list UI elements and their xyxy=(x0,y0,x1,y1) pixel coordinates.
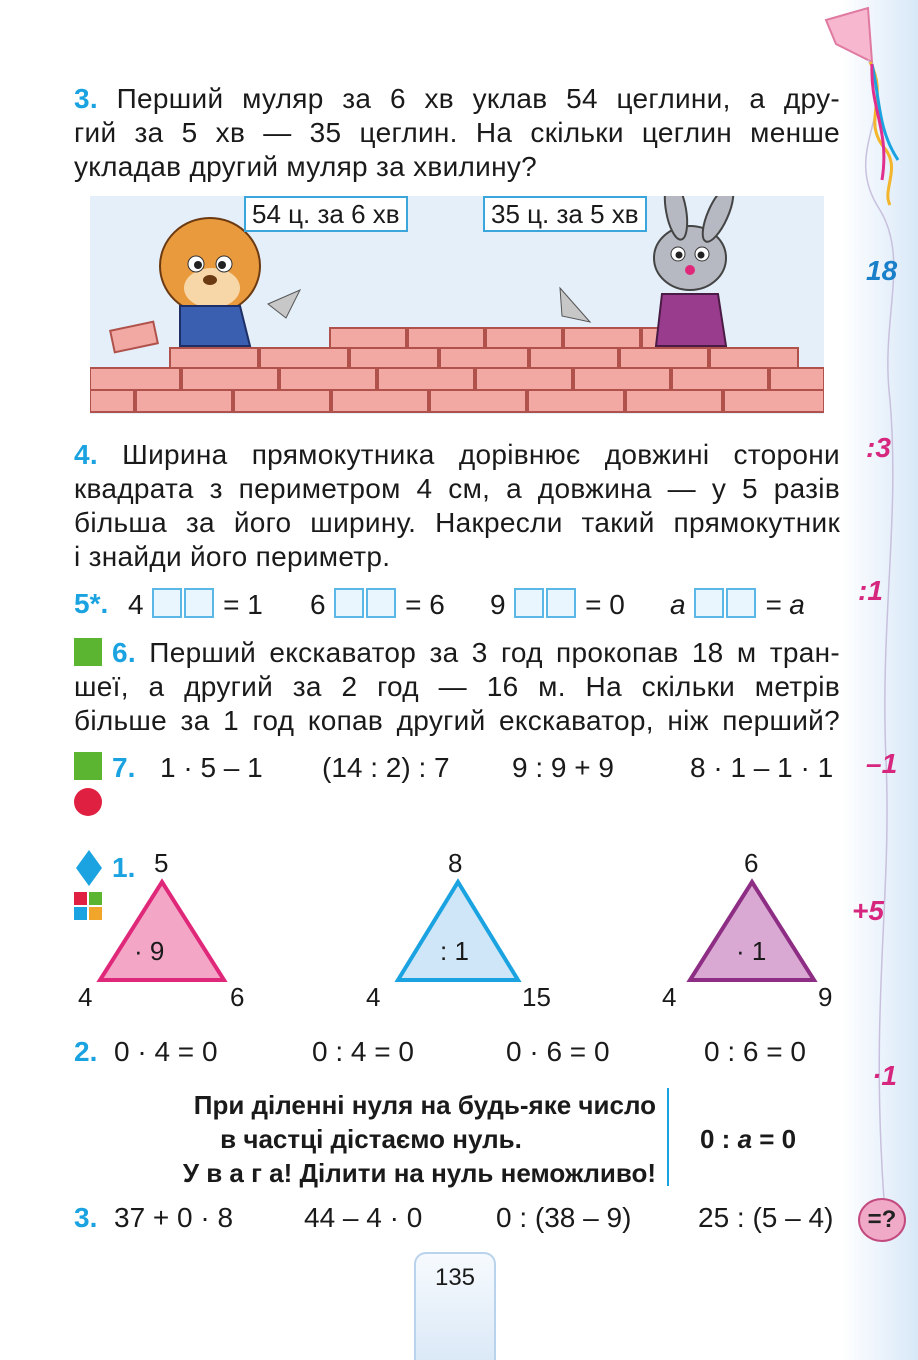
sidebar-item-minus1: –1 xyxy=(866,748,898,779)
section2-task-1-number: 1. xyxy=(112,852,136,883)
section2-task-3-expr-4: 25 : (5 – 4) xyxy=(698,1202,834,1233)
blank-box[interactable] xyxy=(694,588,724,618)
triangle-1-right: 6 xyxy=(230,982,245,1012)
rule-divider xyxy=(667,1088,669,1186)
sidebar-item-div1: :1 xyxy=(858,575,883,606)
triangle-1 xyxy=(96,876,236,986)
rule-formula: 0 : a = 0 xyxy=(700,1124,797,1154)
triangle-2-right: 15 xyxy=(522,982,551,1012)
section2-task-2-expr-4: 0 : 6 = 0 xyxy=(704,1036,806,1067)
task-7-expr-1: 1 · 5 – 1 xyxy=(160,752,263,783)
rule-line-2: в частці дістаємо нуль. xyxy=(220,1124,522,1154)
section2-task-2-expr-1: 0 · 4 = 0 xyxy=(114,1036,218,1067)
green-square-icon xyxy=(74,752,102,780)
task-7-expr-2: (14 : 2) : 7 xyxy=(322,752,450,783)
blank-box[interactable] xyxy=(184,588,214,618)
task-6-number: 6. xyxy=(112,637,136,668)
bricklayers-illustration xyxy=(90,196,824,414)
task-3-number: 3. xyxy=(74,83,98,114)
task-5-eq-3 xyxy=(490,588,625,621)
triangle-1-top: 5 xyxy=(154,848,169,878)
task-4-line-4: і знайди його периметр. xyxy=(74,541,391,572)
eq-1-right: = 1 xyxy=(223,589,263,620)
task-6-line-2: шеї, а другий за 2 год — 16 м. На скільки метрів xyxy=(74,671,840,702)
sidebar-item-plus5: +5 xyxy=(852,895,884,926)
triangle-2-left: 4 xyxy=(366,982,381,1012)
task-4-line-1: Ширина прямокутника дорівнює довжині сторони xyxy=(122,439,840,470)
sidebar-item-div3: :3 xyxy=(866,432,891,463)
triangle-3 xyxy=(686,876,820,986)
triangle-2 xyxy=(392,876,526,986)
task-3 xyxy=(74,82,840,184)
task-5-number: 5*. xyxy=(74,588,109,619)
eq-3-right: = 0 xyxy=(585,589,625,620)
triangle-2-center: : 1 xyxy=(440,936,469,966)
rule-line-1: При діленні нуля на будь-яке число xyxy=(193,1090,656,1120)
task-6-line-3: більше за 1 год копав другий екскаватор, ніж перший? xyxy=(74,705,840,736)
blank-box[interactable] xyxy=(152,588,182,618)
task-7-expr-4: 8 · 1 – 1 · 1 xyxy=(690,752,834,783)
task-3-line-1: Перший муляр за 6 хв уклав 54 цеглини, а дру- xyxy=(116,83,840,114)
red-circle-icon xyxy=(74,788,102,816)
eq-4-right: = a xyxy=(765,589,805,620)
eq-3-left: 9 xyxy=(490,589,506,620)
task-7-number: 7. xyxy=(112,752,136,783)
label-second-bricklayer: 35 ц. за 5 хв xyxy=(483,196,647,232)
blank-box[interactable] xyxy=(366,588,396,618)
section2-task-2-number: 2. xyxy=(74,1036,98,1067)
section2-task-3-expr-1: 37 + 0 · 8 xyxy=(114,1202,234,1233)
blank-box[interactable] xyxy=(514,588,544,618)
eq-2-left: 6 xyxy=(310,589,326,620)
eq-1-left: 4 xyxy=(128,589,144,620)
triangle-3-right: 9 xyxy=(818,982,833,1012)
section2-task-3-number: 3. xyxy=(74,1202,98,1233)
task-4 xyxy=(74,438,840,574)
section2-task-3-expr-2: 44 – 4 · 0 xyxy=(304,1202,423,1233)
task-3-line-3: укладав другий муляр за хвилину? xyxy=(74,151,538,182)
task-6 xyxy=(74,636,840,738)
page-number: 135 xyxy=(414,1252,496,1360)
task-3-line-2: гий за 5 хв — 35 цеглин. На скільки цеглин менше xyxy=(74,117,840,148)
triangle-1-center: · 9 xyxy=(134,936,165,966)
task-7-expr-3: 9 : 9 + 9 xyxy=(512,752,614,783)
section2-task-2-expr-2: 0 : 4 = 0 xyxy=(312,1036,414,1067)
task-5-eq-4 xyxy=(670,588,805,621)
task-4-line-3: більша за його ширину. Накресли такий прямокутник xyxy=(74,507,840,538)
sidebar-item-18: 18 xyxy=(866,255,898,286)
eq-2-right: = 6 xyxy=(405,589,445,620)
triangle-2-top: 8 xyxy=(448,848,463,878)
blank-box[interactable] xyxy=(334,588,364,618)
help-icon: =? xyxy=(858,1198,906,1242)
rule-line-3: У в а г а! Ділити на нуль неможливо! xyxy=(182,1158,656,1188)
triangle-3-center: · 1 xyxy=(736,936,767,966)
section2-task-3-expr-3: 0 : (38 – 9) xyxy=(496,1202,632,1233)
triangle-3-left: 4 xyxy=(662,982,677,1012)
task-5-eq-1 xyxy=(128,588,263,621)
triangle-3-top: 6 xyxy=(744,848,759,878)
blank-box[interactable] xyxy=(726,588,756,618)
label-first-bricklayer: 54 ц. за 6 хв xyxy=(244,196,408,232)
task-4-line-2: квадрата з периметром 4 см, а довжина — у 5 разів xyxy=(74,473,840,504)
task-6-line-1: Перший екскаватор за 3 год прокопав 18 м тран- xyxy=(149,637,840,668)
triangle-1-left: 4 xyxy=(78,982,93,1012)
task-4-number: 4. xyxy=(74,439,98,470)
task-5-eq-2 xyxy=(310,588,445,621)
section2-task-2-expr-3: 0 · 6 = 0 xyxy=(506,1036,610,1067)
blank-box[interactable] xyxy=(546,588,576,618)
sidebar-item-mul1: ·1 xyxy=(872,1060,897,1091)
eq-4-left: a xyxy=(670,589,686,620)
